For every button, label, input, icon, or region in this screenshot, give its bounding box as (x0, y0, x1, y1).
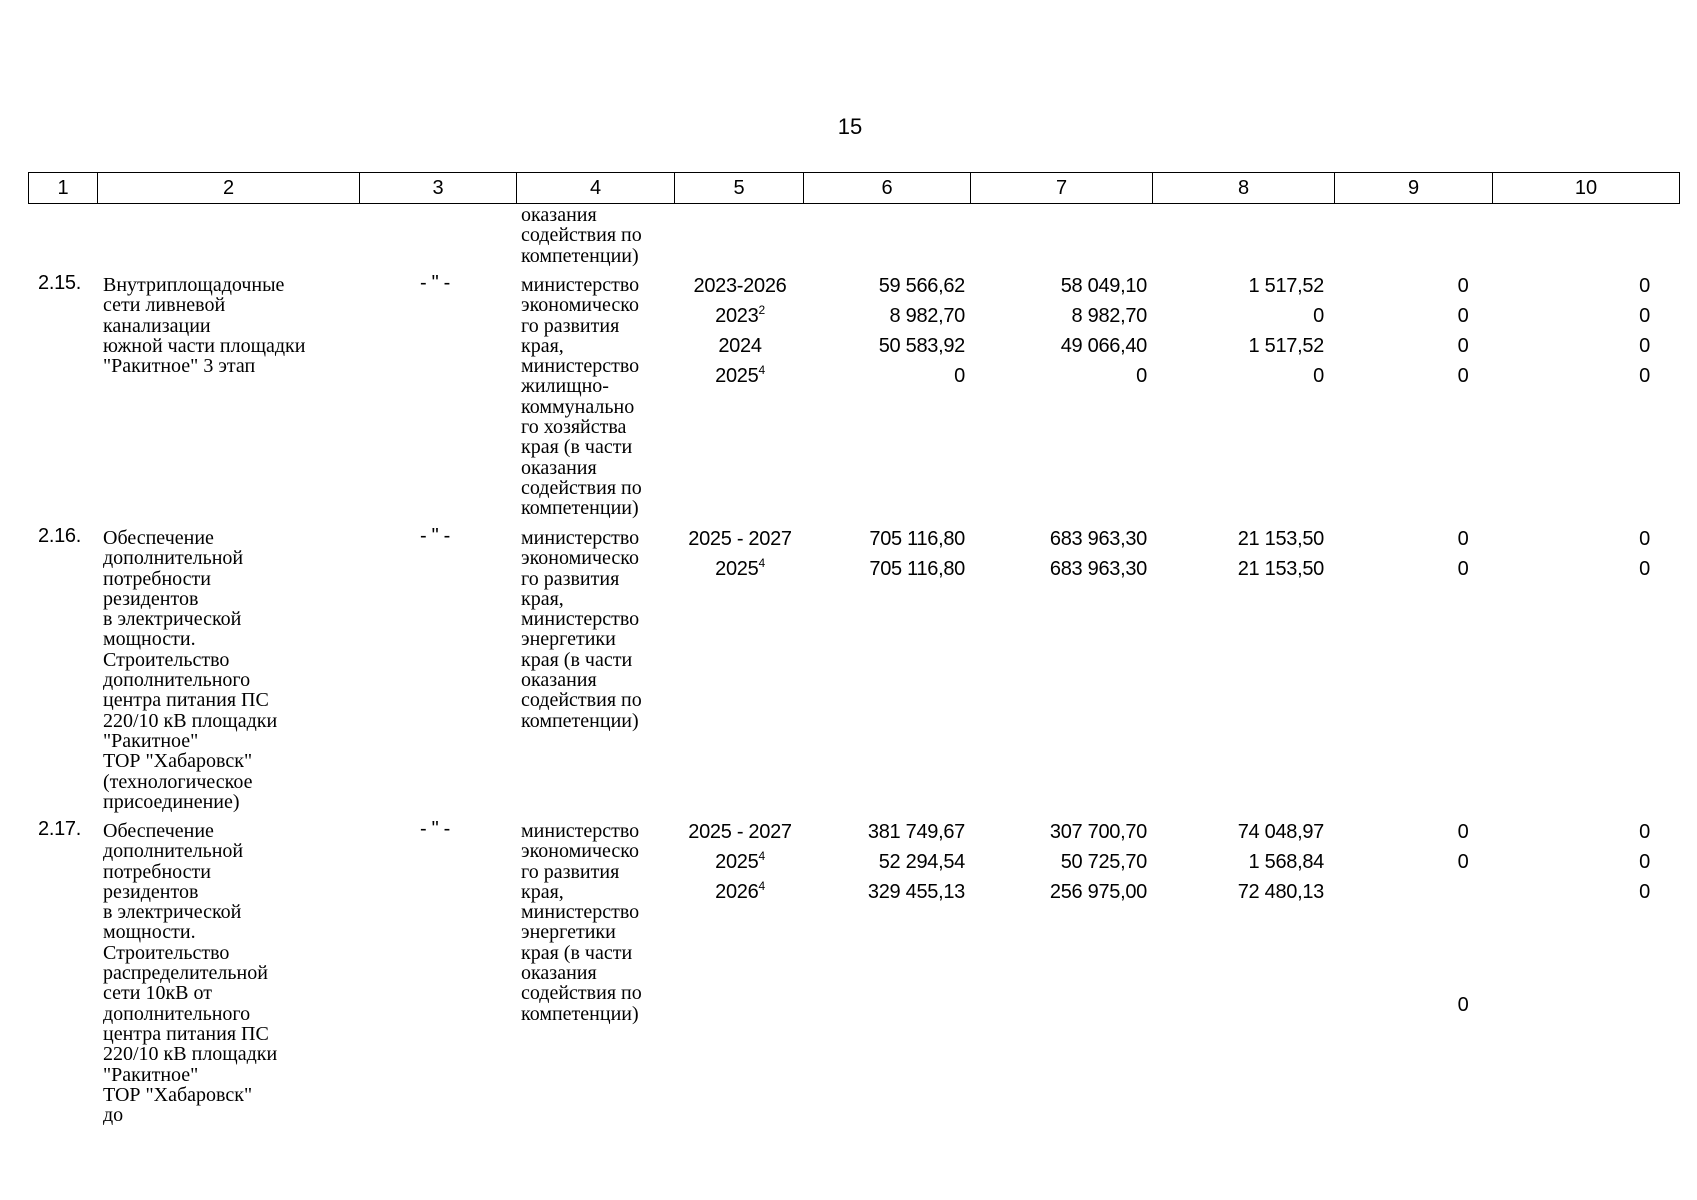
executor-line: экономическо (521, 840, 639, 863)
total-value: 50 583,92 (878, 335, 965, 357)
years-cell (675, 817, 805, 907)
row-name-line: мощности. (103, 921, 196, 944)
col7-value: 58 049,10 (1060, 275, 1147, 297)
header-col-9: 9 (1335, 173, 1493, 203)
year-value: 2025$^4$ (715, 556, 765, 580)
total-value: 59 566,62 (878, 275, 965, 297)
col8-cell (1160, 817, 1324, 907)
executor-line: министерство (521, 274, 640, 296)
row-name-line: присоединение) (103, 790, 240, 813)
header-col-2: 2 (98, 173, 360, 203)
row-name-line: дополнительной (103, 547, 244, 570)
col10-value: 0 (1639, 305, 1650, 327)
col7-value: 49 066,40 (1060, 335, 1147, 357)
executor-line: коммунально (521, 395, 635, 418)
total-value: 52 294,54 (878, 851, 965, 873)
col10-value: 0 (1639, 335, 1650, 357)
col7-value: 683 963,30 (1049, 558, 1147, 580)
continuation-col4 (521, 205, 642, 266)
responsible-executor (521, 821, 642, 1024)
total-value: 8 982,70 (889, 305, 965, 327)
row-name-line: Строительство (103, 648, 230, 671)
row-name-line: в электрической (103, 608, 242, 631)
year-value: 2025$^4$ (715, 849, 765, 873)
header-col-6: 6 (804, 173, 971, 203)
year-value: 2023-2026 (693, 275, 787, 297)
col8-value: 0 (1313, 305, 1324, 327)
total-value: 329 455,13 (867, 881, 965, 903)
col7-value: 256 975,00 (1049, 881, 1147, 903)
executor-line: министерство (521, 901, 640, 924)
row-name-line: в электрической (103, 901, 242, 924)
ditto-mark: - " - (420, 818, 451, 840)
total-value: 0 (954, 365, 965, 387)
row-name-line: "Ракитное" (103, 1063, 199, 1086)
total-cell (800, 817, 965, 907)
executor-line: края, (521, 587, 564, 610)
executor-line: министерство (521, 355, 640, 378)
row-name (103, 528, 277, 812)
executor-line: жилищно- (521, 375, 609, 398)
row-name-line: 220/10 кВ площадки (103, 709, 278, 732)
col7-value: 307 700,70 (1049, 821, 1147, 843)
executor-line: компетенции) (521, 497, 639, 520)
total-value: 705 116,80 (869, 558, 965, 580)
executor-line: энергетики (521, 921, 616, 944)
col8-value: 72 480,13 (1237, 881, 1324, 903)
row-name-line: "Ракитное" 3 этап (103, 355, 256, 378)
years-cell (675, 524, 805, 584)
col8-value: 74 048,97 (1237, 821, 1324, 843)
year-value: 2023$^2$ (715, 303, 765, 327)
col9-cell (1433, 271, 1493, 391)
ditto-mark: - " - (420, 525, 451, 547)
executor-line: компетенции) (521, 709, 639, 732)
executor-line: содействия по (521, 689, 642, 712)
col8-cell (1160, 524, 1324, 584)
continuation-line: компетенции) (521, 244, 639, 267)
row-name-line: сети ливневой (103, 294, 226, 317)
row-name-line: 220/10 кВ площадки (103, 1043, 278, 1066)
executor-line: экономическо (521, 547, 639, 570)
executor-line: министерство (521, 608, 640, 631)
col7-value: 50 725,70 (1060, 851, 1147, 873)
col9-value: 0 (1457, 305, 1469, 327)
row-name-line: центра питания ПС (103, 689, 269, 712)
row-name-line: до (103, 1104, 124, 1127)
col8-value: 21 153,50 (1237, 558, 1324, 580)
row-number: 2.16. (38, 525, 81, 547)
row-name-line: ТОР "Хабаровск" (103, 1083, 253, 1106)
col9-cell (1433, 524, 1493, 584)
executor-line: компетенции) (521, 1002, 639, 1025)
executor-line: края (в части (521, 436, 633, 459)
executor-line: содействия по (521, 982, 642, 1005)
executor-line: края (в части (521, 941, 633, 964)
col10-value: 0 (1639, 365, 1650, 387)
executor-line: оказания (521, 456, 597, 479)
executor-line: края (в части (521, 648, 633, 671)
executor-line: энергетики (521, 628, 616, 651)
col7-value: 683 963,30 (1049, 528, 1147, 550)
row-name-line: ТОР "Хабаровск" (103, 750, 253, 773)
executor-line: министерство (521, 820, 640, 842)
year-value: 2025 - 2027 (688, 821, 792, 843)
page-number: 15 (837, 114, 863, 139)
col7-cell (980, 271, 1147, 391)
col10-cell (1600, 817, 1650, 907)
col8-value: 0 (1313, 365, 1324, 387)
responsible-executor (521, 275, 642, 519)
col8-value: 1 568,84 (1248, 851, 1324, 873)
row-name (103, 275, 305, 376)
col9-value: 0 (1457, 528, 1469, 550)
col9-extra-value: 0 (1457, 994, 1469, 1016)
row-name-line: Обеспечение (103, 820, 214, 842)
row-name-line: потребности (103, 567, 211, 590)
row-name-line: канализации (103, 314, 211, 337)
row-name-line: южной части площадки (103, 334, 306, 357)
col9-value: 0 (1457, 558, 1469, 580)
executor-line: оказания (521, 669, 597, 692)
row-number: 2.15. (38, 272, 81, 294)
executor-line: го развития (521, 567, 620, 590)
col10-value: 0 (1639, 851, 1650, 873)
header-col-5: 5 (675, 173, 804, 203)
col10-value: 0 (1639, 821, 1650, 843)
col10-value: 0 (1639, 558, 1650, 580)
col9-value: 0 (1457, 821, 1469, 843)
col10-cell (1600, 271, 1650, 391)
total-cell (800, 271, 965, 391)
row-name-line: дополнительного (103, 1002, 251, 1025)
header-col-1: 1 (29, 173, 98, 203)
col9-value: 0 (1457, 851, 1469, 873)
col10-cell (1600, 524, 1650, 584)
row-name-line: дополнительного (103, 669, 251, 692)
executor-line: края, (521, 334, 564, 357)
executor-line: оказания (521, 962, 597, 985)
executor-line: го хозяйства (521, 416, 627, 439)
executor-line: министерство (521, 527, 640, 549)
col9-value: 0 (1457, 275, 1469, 297)
col10-value: 0 (1639, 528, 1650, 550)
ditto-mark: - " - (420, 272, 451, 294)
row-name-line: Внутриплощадочные (103, 274, 285, 296)
row-name-line: резидентов (103, 880, 199, 903)
col7-value: 8 982,70 (1071, 305, 1147, 327)
col7-value: 0 (1136, 365, 1147, 387)
header-col-8: 8 (1153, 173, 1335, 203)
col9-value: 0 (1457, 365, 1469, 387)
col10-value: 0 (1639, 275, 1650, 297)
total-value: 381 749,67 (867, 821, 965, 843)
col8-cell (1160, 271, 1324, 391)
col9-value: 0 (1457, 335, 1469, 357)
table-header (28, 172, 1680, 204)
col9-cell (1433, 817, 1493, 877)
header-col-4: 4 (517, 173, 675, 203)
executor-line: содействия по (521, 476, 642, 499)
col10-value: 0 (1639, 881, 1650, 903)
responsible-executor (521, 528, 642, 731)
col7-cell (980, 817, 1147, 907)
year-value: 2026$^4$ (715, 879, 765, 903)
row-name-line: Строительство (103, 941, 230, 964)
total-cell (800, 524, 965, 584)
row-name-line: дополнительной (103, 840, 244, 863)
executor-line: го развития (521, 860, 620, 883)
col8-value: 21 153,50 (1237, 528, 1324, 550)
row-name-line: распределительной (103, 962, 268, 985)
row-name-line: мощности. (103, 628, 196, 651)
row-name-line: центра питания ПС (103, 1022, 269, 1045)
row-name-line: "Ракитное" (103, 729, 199, 752)
header-col-7: 7 (971, 173, 1153, 203)
years-cell (675, 271, 805, 391)
continuation-line: содействия по (521, 224, 642, 247)
executor-line: го развития (521, 314, 620, 337)
row-name-line: сети 10кВ от (103, 982, 212, 1005)
row-number: 2.17. (38, 818, 81, 840)
executor-line: экономическо (521, 294, 639, 317)
header-col-10: 10 (1574, 176, 1598, 199)
year-value: 2024 (718, 335, 762, 357)
col7-cell (980, 524, 1147, 584)
total-value: 705 116,80 (869, 528, 965, 550)
header-col-3: 3 (360, 173, 517, 203)
col8-value: 1 517,52 (1248, 335, 1324, 357)
continuation-line: оказания (521, 204, 597, 226)
row-name (103, 821, 277, 1125)
row-name-line: (технологическое (103, 770, 253, 793)
row-name-line: потребности (103, 860, 211, 883)
col8-value: 1 517,52 (1248, 275, 1324, 297)
year-value: 2025$^4$ (715, 363, 765, 387)
executor-line: края, (521, 880, 564, 903)
row-name-line: резидентов (103, 587, 199, 610)
year-value: 2025 - 2027 (688, 528, 792, 550)
row-name-line: Обеспечение (103, 527, 214, 549)
